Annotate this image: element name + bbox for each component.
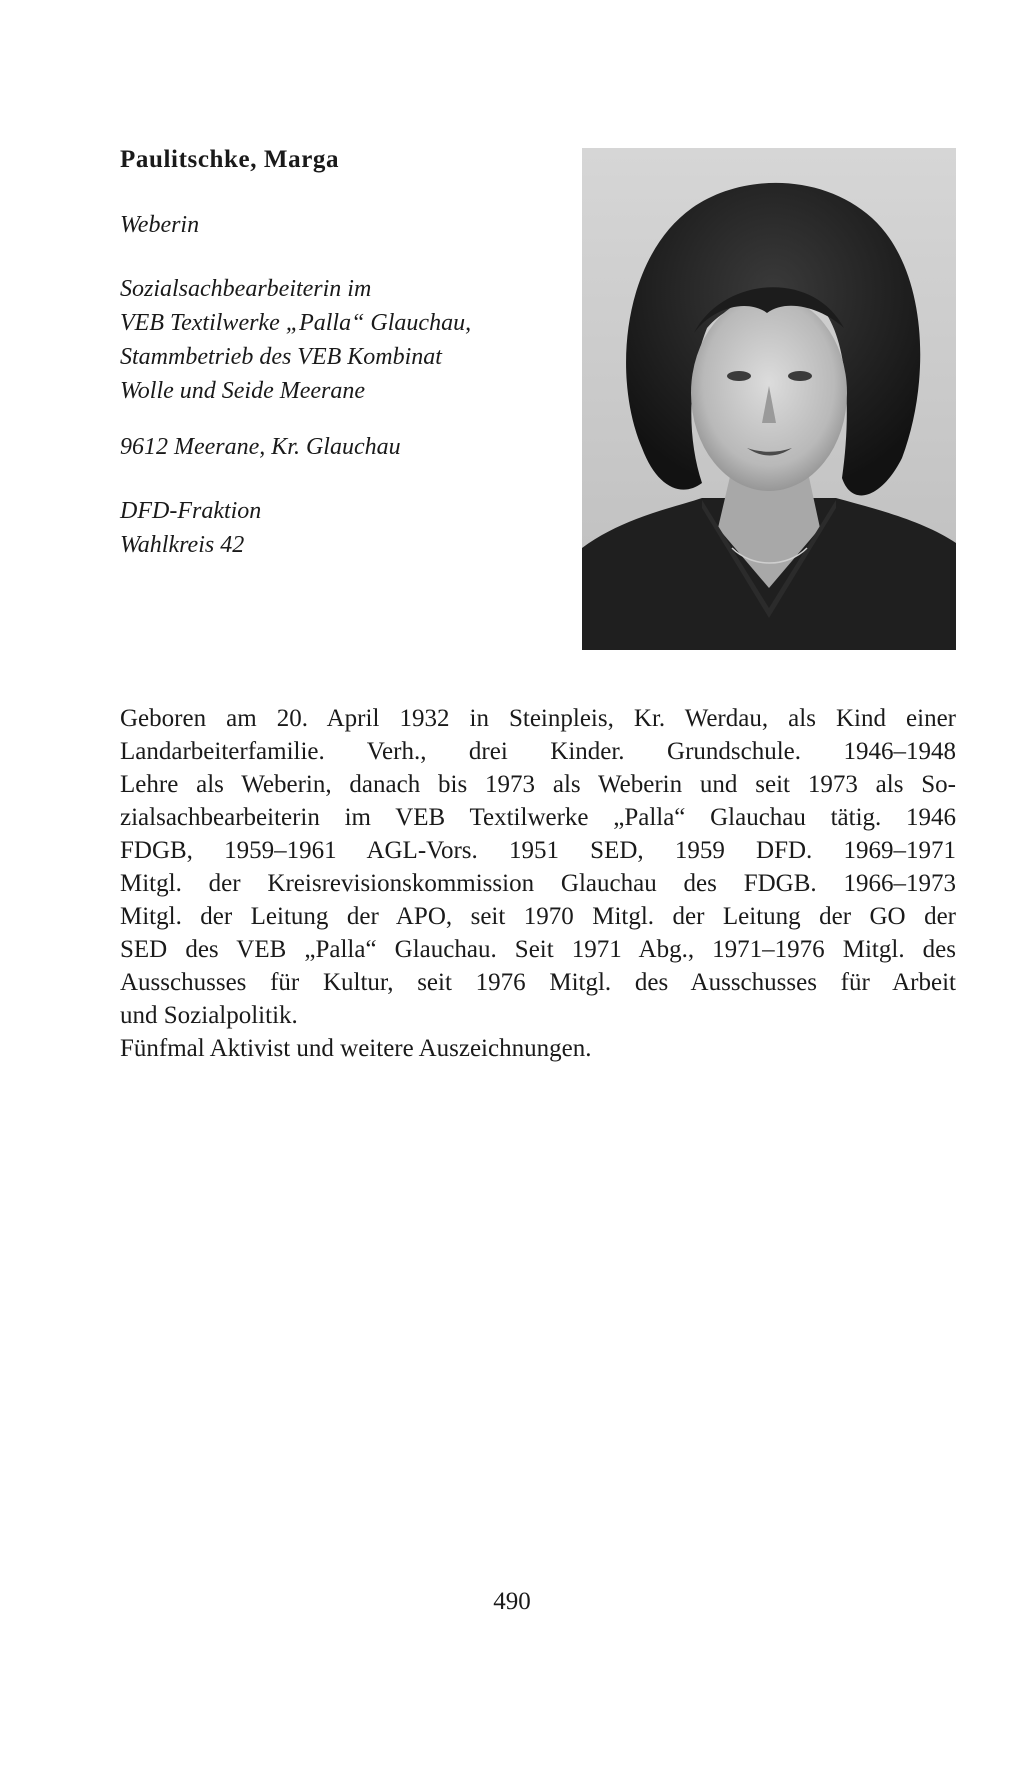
biography-line: SED des VEB „Palla“ Glauchau. Seit 1971 Abg., 1971–1976 Mitgl. des (120, 936, 956, 963)
biography-line: Geboren am 20. April 1932 in Steinpleis, Kr. Werdau, als Kind einer (120, 705, 956, 732)
biography-line: Mitgl. der Leitung der APO, seit 1970 Mitgl. der Leitung der GO der (120, 903, 956, 930)
faction-block (120, 494, 261, 562)
occupation-text: Weberin (120, 212, 200, 238)
position-line: VEB Textilwerke „Palla“ Glauchau, (120, 310, 472, 336)
position-line: Sozialsachbearbeiterin im (120, 276, 372, 302)
biography (120, 702, 956, 1065)
portrait-photo (582, 148, 956, 650)
photo-eye-right (788, 371, 812, 381)
page-number: 490 (493, 1588, 531, 1615)
biography-line: Ausschusses für Kultur, seit 1976 Mitgl. des Ausschusses für Arbeit (120, 969, 956, 996)
biography-line: und Sozialpolitik. (120, 1002, 298, 1029)
awards-line: Fünfmal Aktivist und weitere Auszeichnungen. (120, 1035, 592, 1062)
faction-line: DFD-Fraktion (120, 498, 262, 524)
address (120, 430, 401, 464)
position-line: Wolle und Seide Meerane (120, 378, 366, 404)
position-block (120, 272, 471, 408)
biography-line: Mitgl. der Kreisrevisionskommission Glauchau des FDGB. 1966–1973 (120, 870, 956, 897)
address-text: 9612 Meerane, Kr. Glauchau (120, 434, 401, 460)
constituency-line: Wahlkreis 42 (120, 532, 245, 558)
biography-line: zialsachbearbeiterin im VEB Textilwerke „Palla“ Glauchau tätig. 1946 (120, 804, 956, 831)
position-line: Stammbetrieb des VEB Kombinat (120, 344, 442, 370)
biography-line: Lehre als Weberin, danach bis 1973 als Weberin und seit 1973 als So- (120, 771, 956, 798)
biography-line: Landarbeiterfamilie. Verh., drei Kinder. Grundschule. 1946–1948 (120, 738, 956, 765)
person-name: Paulitschke, Marga (120, 146, 340, 173)
occupation (120, 208, 199, 242)
biography-line: FDGB, 1959–1961 AGL-Vors. 1951 SED, 1959 DFD. 1969–1971 (120, 837, 956, 864)
photo-eye-left (727, 371, 751, 381)
